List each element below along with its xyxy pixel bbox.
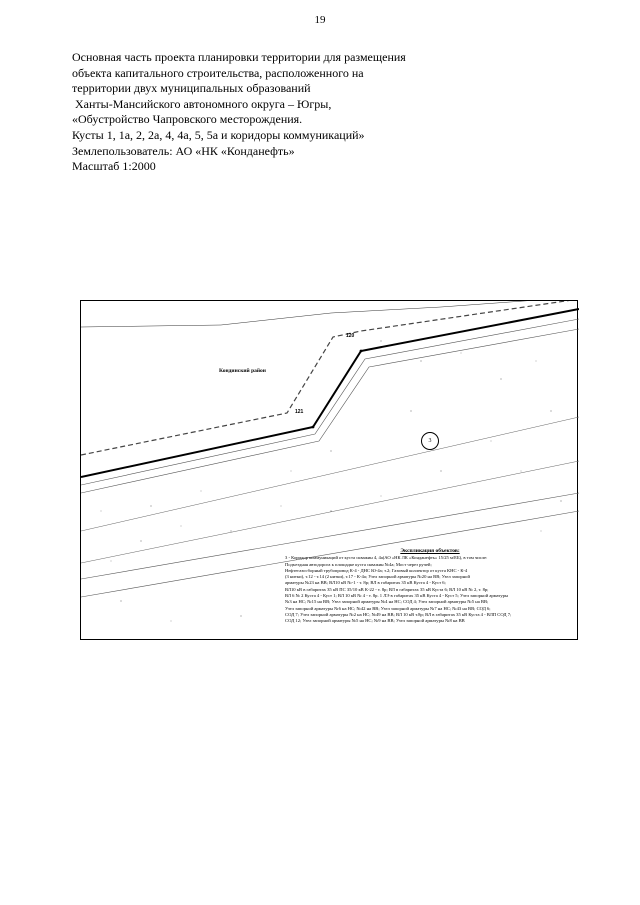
point-label: 121 (295, 409, 304, 415)
page-number: 19 (314, 14, 326, 26)
district-label: Кондинский район (219, 368, 266, 374)
header-line: Основная часть проекта планировки территории для размещения (72, 50, 406, 64)
header-line: объекта капитального строительства, расположенного на (72, 65, 364, 80)
header-line: Масштаб 1:2000 (72, 159, 156, 174)
legend-line: (3 нитки), т.12 - т.14 (2 нитки), т.17 - К-4а; Узел запорной арматуры №20 на ВВ; Узел запорной (285, 574, 470, 580)
header-line: территории двух муниципальных образований (72, 81, 311, 96)
legend-explication (285, 548, 575, 625)
header-line: «Обустройство Чапровского месторождения. (72, 112, 303, 127)
legend-line: 3 - Коридор коммуникаций от куста скважин 4, 4а(АО «НК ЛК «Конданефть» 15/25 м/ЕБ), в том числе: (285, 555, 488, 561)
legend-line: арматуры №23 на ВВ; ВЛ10 кВ №-1 - т. 8р; ВЛ в габаритах 35 кВ Куста 4 - Куст 6; (285, 580, 446, 586)
point-label: 120 (346, 333, 355, 339)
header-line: Ханты-Мансийского автономного округа – Югры, (72, 96, 332, 111)
legend-line: Узел запорной арматуры №6 на НС; №42 на ВВ; Узел запорной арматуры №7 на НС; №43 на ВВ; СОД 6; (285, 605, 491, 611)
document-header (72, 50, 592, 175)
legend-line: СОД 12; Узел запорной арматуры №5 на НС; №9 на ВВ; Узел запорной арматуры №8 на ВВ (285, 618, 465, 624)
header-line: Землепользователь: АО «НК «Конданефть» (72, 143, 295, 158)
corridor-boundary-thick (81, 309, 579, 477)
legend-line: Подъездная автодорога к площадке куста скважин №4а; Мост через ручей; (285, 561, 432, 567)
planning-drawing (80, 300, 578, 640)
boundary-point-marker (312, 426, 315, 429)
boundary-point-marker (360, 350, 363, 353)
legend-line: №3 на НС; №15 на ВВ; Узел запорной арматуры №4 на НС; СОД 4; Узел запорной арматуры №5 на ВВ; (285, 599, 489, 605)
legend-line: ВЛ 6 № 2 Куста 4 - Куст 1; ВЛ 10 кВ № 4 - т. 8р. 1 ЛЭ в габаритах 35 кВ Куста 4 - Куст 5; Узел запорной арматуры (285, 593, 509, 599)
legend-line: СОД 7; Узел запорной арматуры №2 на НС; №49 на ВВ; ВЛ 10 кВ т.8р; ВЛ в габаритах 35 кВ Куста 4 - ВЛП СОД 7; (285, 611, 512, 617)
legend-line: ВЛ10 кВ в габаритах 35 кВ ПС 35/10 кВ К-22 - т. 8р; ВЛ в габаритах 35 кВ Куста 6; ВЛ 10 кВ № 2, т. 8р; (285, 586, 489, 592)
corridor-line (81, 417, 579, 531)
area-number-label: 3 (421, 432, 439, 450)
legend-line: Нефтегазосборный трубопровод К-4 - ДНС Ю-4а; т.2; Газовый коллектор от куста КНС - К-4 (285, 567, 468, 573)
legend-title: Экспликация объектов: (400, 548, 460, 554)
header-line: Кусты 1, 1а, 2, 2а, 4, 4а, 5, 5а и коридоры коммуникаций» (72, 127, 365, 142)
